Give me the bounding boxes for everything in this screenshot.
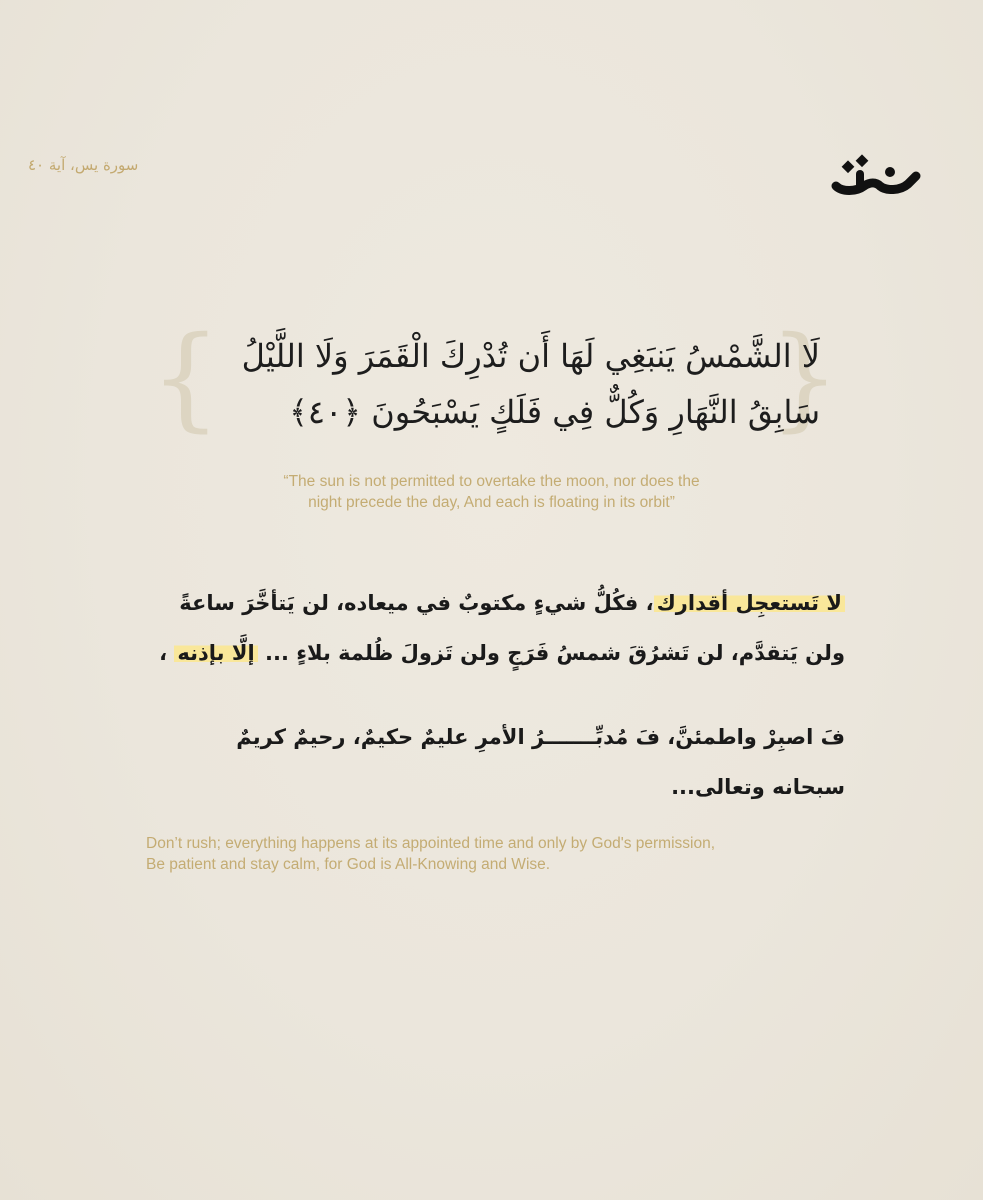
verse-line-1: لَا الشَّمْسُ يَنبَغِي لَهَا أَن تُدْرِكَ الْقَمَرَ وَلَا اللَّيْلُ <box>241 337 820 375</box>
decorative-bracket-open: { <box>150 313 222 443</box>
surah-reference: سورة يس، آية ٤٠ <box>28 156 139 174</box>
reflection-line-3: فَ اصبِرْ واطمئنَّ، فَ مُدبِّـــــــرُ الأمرِ عليمٌ حكيمٌ، رحيمٌ كريمٌ <box>236 725 845 749</box>
reflection-line-1 <box>130 578 845 628</box>
reflection-paragraph-1 <box>130 578 845 678</box>
highlighted-phrase-dont-rush: لا تَستعجِل أقدارك <box>654 591 845 615</box>
verse-translation-line-2: night precede the day, And each is floating in its orbit” <box>308 494 675 511</box>
verse-english-translation <box>180 471 803 513</box>
reflection-line-2 <box>130 628 845 678</box>
reflection-english-translation <box>146 833 866 875</box>
highlighted-phrase-by-his-permission: إلَّا بإذنه <box>174 641 257 665</box>
reflection-line-2-text: ولن يَتقدَّم، لن تَشرُقَ شمسُ فَرَجٍ ولن تَزولَ ظُلمة بلاءٍ ... <box>257 641 845 665</box>
quran-verse-text <box>198 328 820 440</box>
reflection-line-1-text: ، فكُلُّ شيءٍ مكتوبٌ في ميعاده، لن يَتأخَّرَ ساعةً <box>179 591 654 615</box>
english-translation-line-1: Don’t rush; everything happens at its appointed time and only by God's permission, <box>146 835 716 852</box>
verse-line-2: سَابِقُ النَّهَارِ وَكُلٌّ فِي فَلَكٍ يَسْبَحُونَ ﴿٤٠﴾ <box>289 393 820 431</box>
reflection-line-2-end: ، <box>159 641 175 665</box>
reflection-paragraph-2 <box>130 712 845 812</box>
reflection-line-4: سبحانه وتعالى... <box>671 775 845 799</box>
verse-translation-line-1: “The sun is not permitted to overtake the moon, nor does the <box>283 473 700 490</box>
decorative-bracket-close: } <box>768 313 840 443</box>
quran-verse-block <box>150 313 840 443</box>
brand-logo <box>830 142 922 202</box>
english-translation-line-2: Be patient and stay calm, for God is All-Knowing and Wise. <box>146 856 551 873</box>
